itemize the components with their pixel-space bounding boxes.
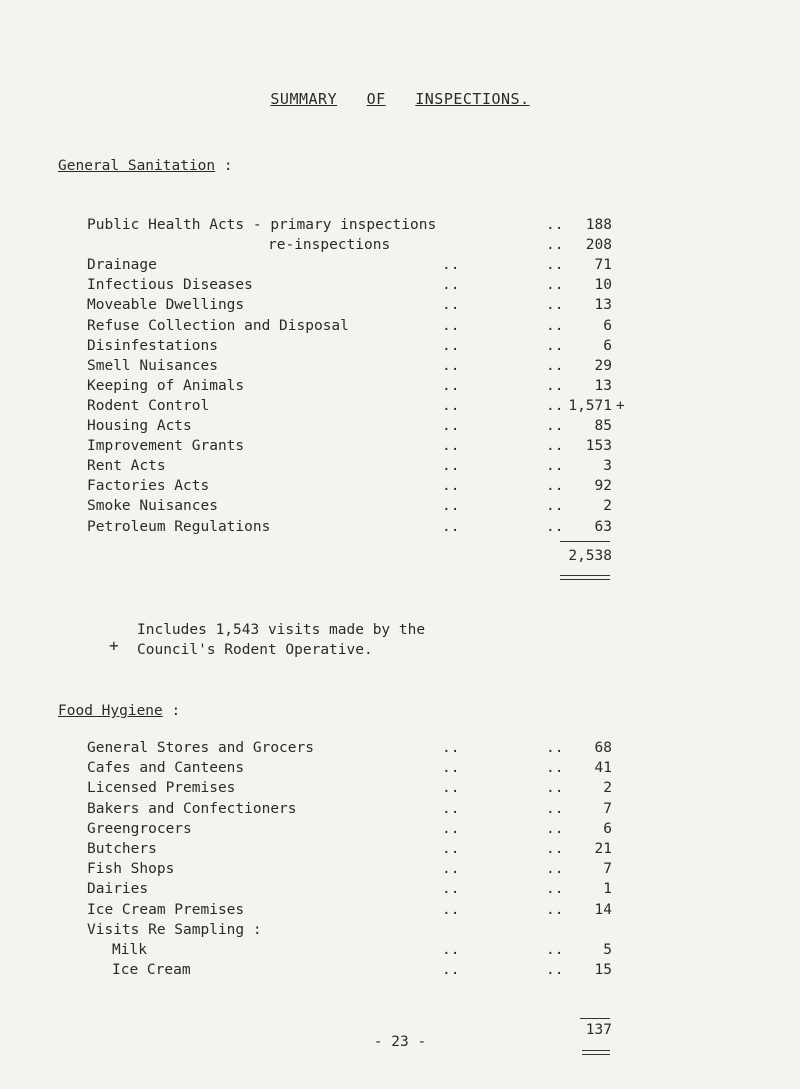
row-label: Housing Acts [87, 418, 192, 434]
row-label: Butchers [87, 841, 157, 857]
row-label: Rent Acts [87, 458, 166, 475]
leader-dots: .. [546, 257, 564, 274]
leader-dots: .. [546, 962, 564, 979]
leader-dots: .. [442, 881, 460, 898]
leader-dots: .. [546, 277, 564, 294]
food-total-rule-double-1 [582, 1050, 610, 1051]
row-label: Keeping of Animals [87, 377, 245, 394]
table-row [0, 257, 800, 277]
row-label: Rodent Control [87, 397, 210, 414]
row-value: 6 [603, 317, 612, 334]
row-label: Ice Cream Premises [87, 901, 245, 918]
total-rule-double-2 [560, 579, 610, 580]
leader-dots: .. [546, 237, 564, 254]
leader-dots: .. [442, 438, 460, 455]
row-value: 5 [603, 942, 612, 958]
row-value: 71 [594, 257, 612, 274]
table-row [0, 398, 800, 418]
table-row [0, 942, 800, 962]
leader-dots: .. [546, 800, 564, 817]
leader-dots: .. [546, 217, 564, 233]
leader-dots: .. [442, 820, 460, 837]
footnote-line-1: Includes 1,543 visits made by the [137, 622, 426, 638]
row-value: 21 [594, 841, 612, 857]
leader-dots: .. [442, 740, 460, 756]
row-value: 92 [594, 478, 612, 495]
leader-dots: .. [546, 438, 564, 455]
row-value: 7 [603, 800, 612, 817]
table-row [0, 962, 800, 982]
footnote-line-2: Council's Rodent Operative. [137, 642, 373, 658]
table-row [0, 378, 800, 398]
table-row [0, 318, 800, 338]
table-row [0, 237, 800, 257]
page-title [0, 90, 800, 108]
row-label: Cafes and Canteens [87, 760, 245, 777]
row-value: 6 [603, 820, 612, 837]
leader-dots: .. [442, 397, 460, 414]
table-row [0, 277, 800, 297]
leader-dots: .. [546, 780, 564, 797]
table-row [0, 338, 800, 358]
leader-dots: .. [546, 297, 564, 314]
food-total-rule-double-2 [582, 1054, 610, 1055]
leader-dots: .. [546, 740, 564, 756]
leader-dots: .. [442, 780, 460, 797]
row-label: Ice Cream [112, 962, 191, 979]
table-row [0, 519, 800, 539]
title-word-inspections: INSPECTIONS. [415, 90, 530, 108]
table-row [0, 861, 800, 881]
leader-dots: .. [546, 397, 564, 414]
leader-dots: .. [442, 458, 460, 475]
table-row [0, 922, 800, 942]
leader-dots: .. [442, 297, 460, 314]
row-label: Bakers and Confectioners [87, 800, 297, 817]
leader-dots: .. [442, 800, 460, 817]
row-value: 2 [603, 498, 612, 515]
row-value: 10 [594, 277, 612, 294]
row-label: re-inspections [268, 237, 391, 254]
table-row [0, 297, 800, 317]
row-value: 41 [594, 760, 612, 777]
row-label: Improvement Grants [87, 438, 245, 455]
row-label: Factories Acts [87, 478, 210, 495]
footnote-mark: + [109, 636, 119, 655]
leader-dots: .. [442, 418, 460, 434]
leader-dots: .. [546, 942, 564, 958]
row-label: Fish Shops [87, 861, 175, 878]
leader-dots: .. [546, 901, 564, 918]
table-row [0, 217, 800, 237]
row-value: 153 [585, 438, 612, 455]
table-row [0, 841, 800, 861]
row-label: Visits Re Sampling : [87, 921, 262, 938]
table-row [0, 902, 800, 922]
leader-dots: .. [546, 377, 564, 394]
leader-dots: .. [546, 458, 564, 475]
leader-dots: .. [442, 518, 460, 535]
total-rule-double-1 [560, 575, 610, 576]
row-label: Greengrocers [87, 820, 192, 837]
row-label: Refuse Collection and Disposal [87, 317, 349, 334]
leader-dots: .. [546, 337, 564, 354]
footnote-text [137, 620, 425, 660]
table-row [0, 458, 800, 478]
row-value: 85 [594, 418, 612, 434]
leader-dots: .. [442, 760, 460, 777]
row-label: Licensed Premises [87, 780, 236, 797]
leader-dots: .. [546, 861, 564, 878]
leader-dots: .. [546, 357, 564, 374]
row-value: 1,571 [568, 397, 612, 414]
row-value: 14 [594, 901, 612, 918]
row-value: 63 [594, 518, 612, 535]
row-label: Infectious Diseases [87, 277, 253, 294]
leader-dots: .. [442, 962, 460, 979]
row-label: Petroleum Regulations [87, 518, 271, 535]
row-label: Moveable Dwellings [87, 297, 245, 314]
row-value: 68 [594, 740, 612, 756]
leader-dots: .. [546, 498, 564, 515]
row-label: Smell Nuisances [87, 357, 218, 374]
leader-dots: .. [442, 277, 460, 294]
row-label: Disinfestations [87, 337, 218, 354]
row-label: General Stores and Grocers [87, 740, 314, 756]
table-row [0, 438, 800, 458]
table-row [0, 821, 800, 841]
row-value: 188 [585, 217, 612, 233]
leader-dots: .. [546, 478, 564, 495]
food-hygiene-heading: Food Hygiene : [58, 703, 181, 719]
leader-dots: .. [546, 760, 564, 777]
leader-dots: .. [546, 841, 564, 857]
page-number: - 23 - [373, 1034, 427, 1050]
leader-dots: .. [442, 478, 460, 495]
row-label: Milk [112, 942, 147, 958]
leader-dots: .. [442, 377, 460, 394]
leader-dots: .. [442, 337, 460, 354]
leader-dots: .. [546, 820, 564, 837]
row-value: 7 [603, 861, 612, 878]
leader-dots: .. [442, 317, 460, 334]
leader-dots: .. [442, 901, 460, 918]
total-rule-top [560, 541, 610, 542]
leader-dots: .. [546, 881, 564, 898]
row-value: 6 [603, 337, 612, 354]
food-hygiene-total: 137 [585, 1022, 612, 1038]
row-value: 208 [585, 237, 612, 254]
row-value: 1 [603, 881, 612, 898]
row-value: 29 [594, 357, 612, 374]
leader-dots: .. [442, 357, 460, 374]
title-word-summary: SUMMARY [270, 90, 338, 108]
leader-dots: .. [546, 418, 564, 434]
general-sanitation-total: 2,538 [568, 548, 612, 564]
row-value: 13 [594, 377, 612, 394]
general-sanitation-heading: General Sanitation : [58, 158, 233, 174]
row-label: Drainage [87, 257, 157, 274]
table-row [0, 740, 800, 760]
footnote-ref: + [616, 397, 625, 414]
row-value: 2 [603, 780, 612, 797]
title-word-of: OF [366, 90, 386, 108]
row-label: Dairies [87, 881, 149, 898]
leader-dots: .. [546, 317, 564, 334]
leader-dots: .. [442, 841, 460, 857]
table-row [0, 478, 800, 498]
table-row [0, 780, 800, 800]
leader-dots: .. [442, 942, 460, 958]
table-row [0, 881, 800, 901]
row-value: 3 [603, 458, 612, 475]
table-row [0, 760, 800, 780]
leader-dots: .. [546, 518, 564, 535]
row-label: Public Health Acts - primary inspections [87, 217, 437, 233]
row-label: Smoke Nuisances [87, 498, 218, 515]
table-row [0, 498, 800, 518]
table-row [0, 801, 800, 821]
table-row [0, 358, 800, 378]
row-value: 13 [594, 297, 612, 314]
table-row [0, 418, 800, 438]
food-total-rule [580, 1018, 610, 1019]
leader-dots: .. [442, 861, 460, 878]
row-value: 15 [594, 962, 612, 979]
leader-dots: .. [442, 498, 460, 515]
leader-dots: .. [442, 257, 460, 274]
